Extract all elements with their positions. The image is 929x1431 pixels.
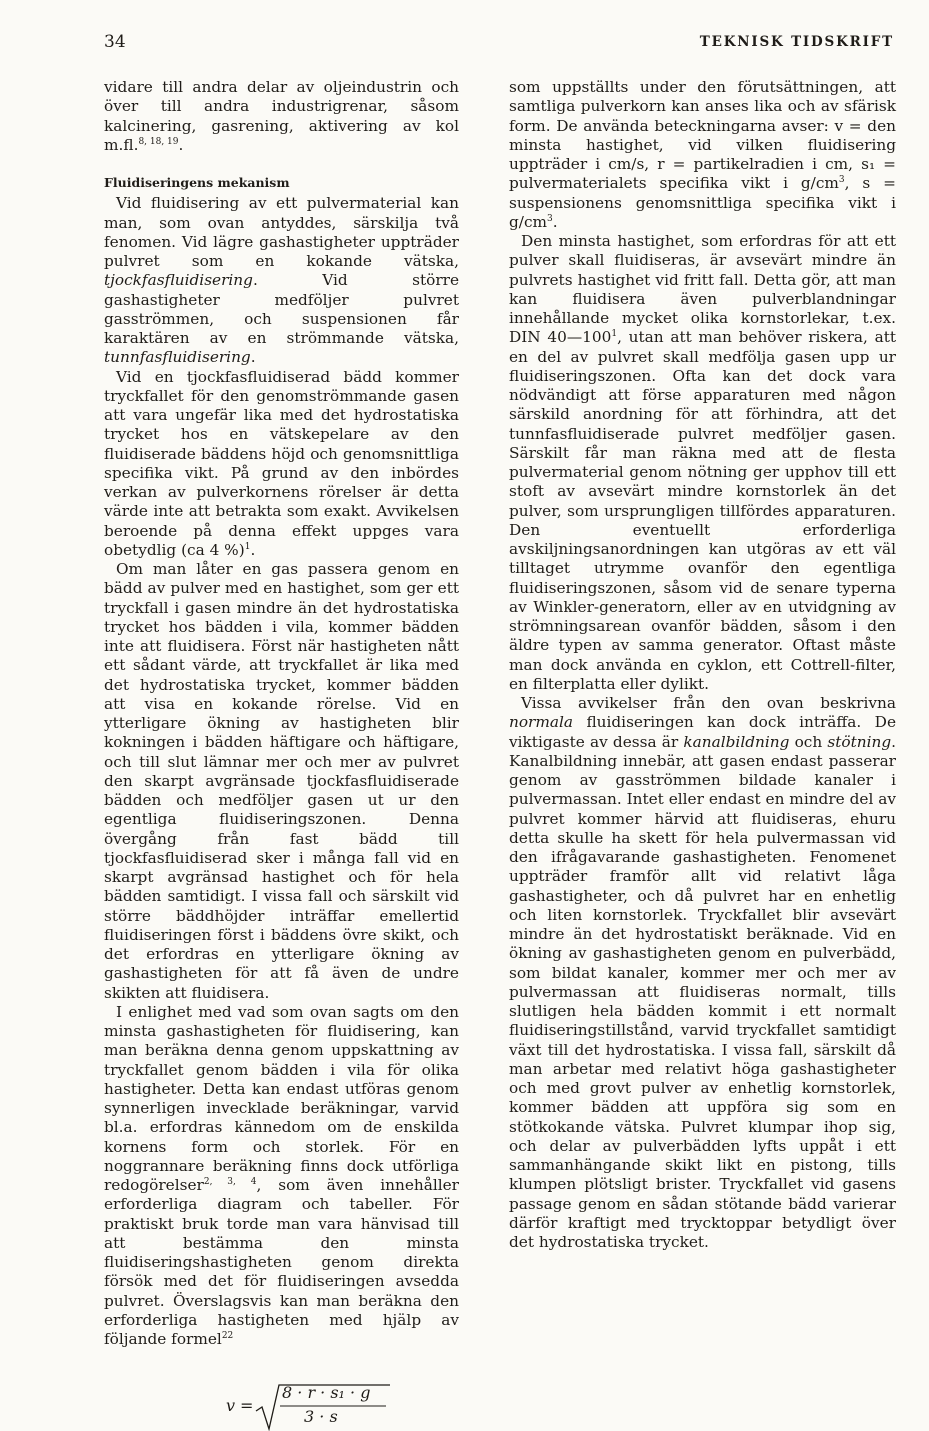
velocity-formula [226, 1383, 459, 1431]
exponent: 3 [547, 213, 553, 224]
page-header [104, 32, 894, 56]
page-number: 34 [104, 32, 126, 52]
formula-denominator: 3 · s [304, 1407, 338, 1427]
term-emphasis: tunnfasfluidisering [104, 348, 251, 367]
formula-lhs: v [226, 1396, 236, 1416]
right-column [509, 78, 896, 1252]
term-emphasis: kanalbildning [683, 732, 790, 751]
paragraph: som uppställts under den förutsättningen, att samtliga pulverkorn kan anses lika och av sfärisk form. De använda beteckningarna avser: v = den minsta hastighet, vid vilken fluidisering uppträder i cm/s, r = partikelradien i cm, s₁ = pulvermaterialets specifika vikt i $g/cm^3$, s = suspensionens genomsnittliga specifika vikt i $g/cm^3$. [509, 78, 896, 231]
reference-superscript: 1 [244, 541, 251, 552]
reference-superscript: 2, 3, 4 [203, 1176, 257, 1187]
left-column [104, 78, 459, 1431]
term-emphasis: tjockfasfluidisering [104, 271, 253, 290]
formula-numerator: 8 · r · s₁ · g [282, 1383, 371, 1403]
reference-superscript: 8, 18, 19 [138, 136, 179, 147]
paragraph: I enlighet med vad som ovan sagts om den minsta gashastigheten för fluidisering, kan man beräkna denna genom uppskattning av tryckfallet genom bädden i vila för olika hastigheter. Detta kan endast utföras genom synnerligen invecklade beräkningar, varvid bl.a. erfordras kännedom om de enskilda kornens form och storlek. För en noggrannare beräkning finns dock utförliga redogörelser$^{2, 3, 4}$, som även innehåller erforderliga diagram och tabeller. För praktiskt bruk torde man vara hänvisad till att bestämma den minsta fluidiseringshastigheten genom direkta försök med det för fluidiseringen avsedda pulvret. Överslagsvis kan man beräkna den erforderliga hastigheten med hjälp av följande formel$^{22}$ [104, 1002, 459, 1348]
paragraph: Om man låter en gas passera genom en bädd av pulver med en hastighet, som ger ett tryckfall i gasen mindre än det hydrostatiska trycket hos bädden i vila, kommer bädden inte att fluidisera. Först när hastigheten nått ett sådant värde, att tryckfallet är lika med det hydrostatiska trycket, kommer bädden att visa en kokande rörelse. Vid en ytterligare ökning av hastigheten blir kokningen i bädden häftigare och häftigare, och till slut lämnar mer och mer av pulvret den skarpt avgränsade tjockfasfluidiserade bädden och medföljer gasen ut ur den egentliga fluidiseringszonen. Denna övergång från fast bädd till tjockfasfluidiserad sker i många fall vid en skarpt avgränsad hastighet och för hela bädden samtidigt. I vissa fall och särskilt vid större bäddhöjder inträffar emellertid fluidiseringen först i bäddens övre skikt, och det erfordras en ytterligare ökning av gashastigheten för att få även de undre skikten att fluidisera. [104, 560, 459, 1002]
formula-equals: = [240, 1396, 254, 1416]
reference-superscript: 22 [221, 1330, 234, 1341]
section-heading: Fluidiseringens mekanism [104, 175, 290, 190]
paragraph: Vissa avvikelser från den ovan beskrivna normala fluidiseringen kan dock inträffa. De viktigaste av dessa är kanalbildning och stötning. Kanalbildning innebär, att gasen endast passerar genom av gasströmmen bildade kanaler i pulvermassan. Intet eller endast en mindre del av pulvret kommer härvid att fluidiseras, ehuru detta skulle ha skett för hela pulvermassan vid den ifrågavarande gashastigheten. Fenomenet uppträder framför allt vid relativt låga gashastigheter, och då pulvret har en enhetlig och liten kornstorlek. Tryckfallet blir avsevärt mindre än det hydrostatiskt beräknade. Vid en ökning av gashastigheten genom en pulverbädd, som bildat kanaler, kommer mer och mer av pulvermassan att fluidiseras normalt, tills slutligen hela bädden kommit i ett normalt fluidiseringstillstånd, varvid tryckfallet samtidigt växt till det hydrostatiska. I vissa fall, särskilt då man arbetar med relativt höga gashastigheter och med grovt pulver av enhetlig kornstorlek, kommer bädden att uppföra sig som en stötkokande vätska. Pulvret klumpar ihop sig, och delar av pulverbädden lyfts uppåt i ett sammanhängande skikt likt en pistong, tills klumpen plötsligt brister. Tryckfallet vid gasens passage genom en sådan stötande bädd varierar därför kraftigt med trycktoppar betydligt över det hydrostatiska trycket. [509, 694, 896, 1251]
journal-title: TEKNISK TIDSKRIFT [699, 34, 894, 50]
reference-superscript: 1 [611, 329, 618, 340]
exponent: 3 [838, 175, 845, 186]
term-emphasis: stötning [827, 732, 892, 751]
paragraph: vidare till andra delar av oljeindustrin och över till andra industrigrenar, såsom kalcinering, gasrening, aktivering av kol m.fl.$^{8, 18, 19}$. [104, 78, 459, 154]
paragraph: Den minsta hastighet, som erfordras för att ett pulver skall fluidiseras, är avsevärt mindre än pulvrets hastighet vid fritt fall. Detta gör, att man kan fluidisera även pulverblandningar innehållande mycket olika kornstorlekar, t.ex. DIN $40—100^1$, utan att man behöver riskera, att en del av pulvret skall medfölja gasen upp ur fluidiseringszonen. Ofta kan det dock vara nödvändigt att förse apparaturen med någon särskild anordning för att förhindra, att det tunnfasfluidiserade pulvret medföljer gasen. Särskilt får man räkna med att de flesta pulvermaterial genom nötning ger upphov till ett stoft av avsevärt mindre kornstorlek än det pulver, som ursprungligen tillfördes apparaturen. Den eventuellt erforderliga avskiljningsanordningen kan utgöras av ett väl tilltaget utrymme ovanför den egentliga fluidiseringszonen, såsom vid de senare typerna av Winkler-generatorn, eller av en utvidgning av strömningsarean ovanför bädden, såsom i den äldre typen av samma generator. Oftast måste man dock använda en cyklon, ett Cottrell-filter, en filterplatta eller dylikt. [509, 232, 896, 693]
paragraph: Vid fluidisering av ett pulvermaterial kan man, som ovan antyddes, särskilja två fenomen. Vid lägre gashastigheter uppträder pulvret som en kokande vätska, tjockfasfluidisering. Vid större gashastigheter medföljer pulvret gasströmmen, och suspensionen får karaktären av en strömmande vätska, tunnfasfluidisering. [104, 194, 459, 367]
term-emphasis: normala [509, 713, 574, 732]
paragraph: Vid en tjockfasfluidiserad bädd kommer tryckfallet för den genomströmmande gasen att vara ungefär lika med det hydrostatiska trycket hos en vätskepelare av den fluidiserade bäddens höjd och genomsnittliga specifika vikt. På grund av den inbördes verkan av pulverkornens rörelser är detta värde inte att betrakta som exakt. Avvikelsen beroende på denna effekt uppges vara obetydlig (ca 4 %)$^1$. [104, 367, 459, 559]
